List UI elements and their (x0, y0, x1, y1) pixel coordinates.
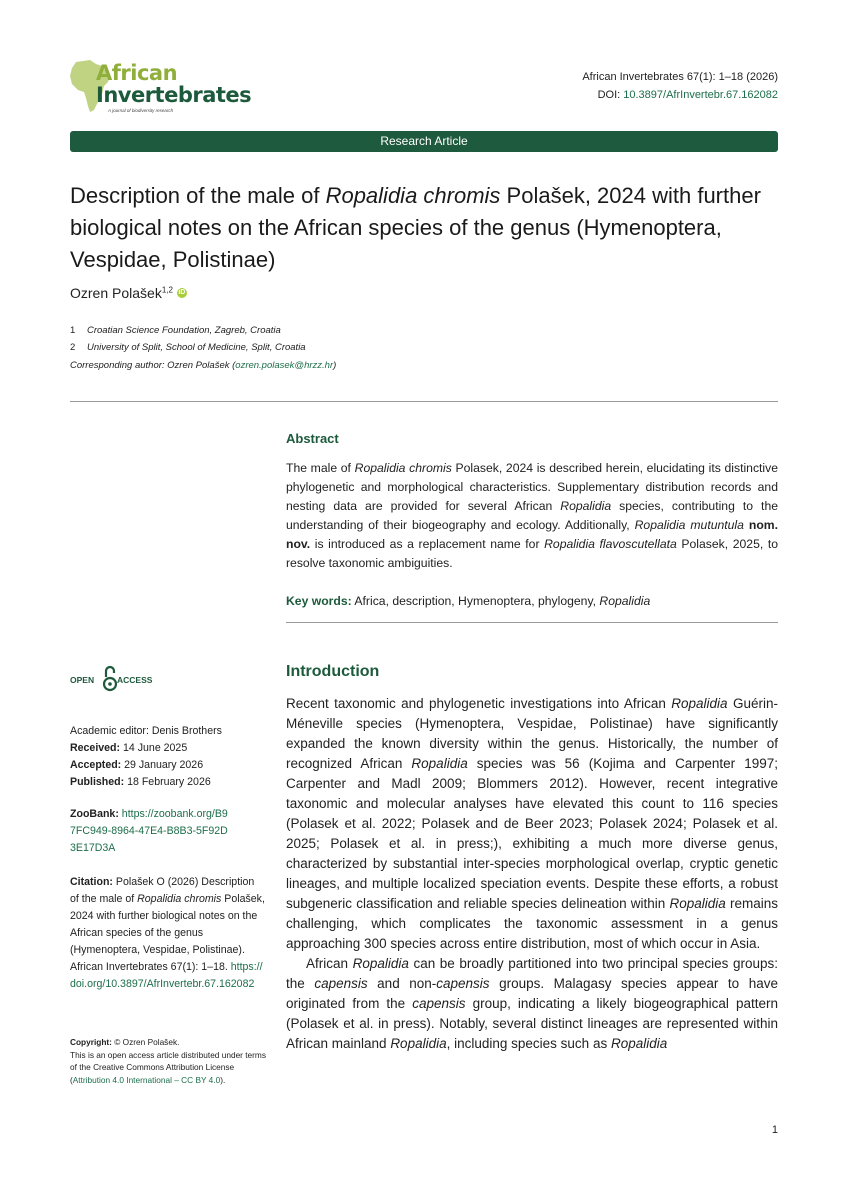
title-species: Ropalidia chromis (325, 183, 501, 208)
doi-link[interactable]: 10.3897/AfrInvertebr.67.162082 (623, 89, 778, 101)
header-divider (70, 401, 778, 402)
zoobank: ZooBank: https://zoobank.org/B97FC949-8964-47E4-B8B3-5F92D3E17D3A (70, 808, 228, 854)
received-date: Received: 14 June 2025 (70, 742, 188, 754)
intro-paragraph-1: Recent taxonomic and phylogenetic investigations into African Ropalidia Guérin-Méneville species (Hymenoptera, Vespidae, Polistinae) have significantly expanded the known diversity within the genus. Historically, the number of recognized African Ropalidia species was 56 (Kojima and Carpenter 1997; Carpenter and Madl 2009; Blommers 2012). However, recent integrative taxonomic and molecular analyses have elevated this count to 116 species (Polasek et al. 2022; Polasek and de Beer 2023; Polasek 2024; Polasek et al. 2025; Polasek et al. in press;), exhibiting a much more diverse genus, characterized by substantial inter-species morphological overlap, cryptic genetic lineages, and multiple localized speciation events. Despite these efforts, a robust subgeneric classification and reliable species delineation within Ropalidia remains challenging, which complicates the taxonomic assessment in a genus approaching 300 species across entire distribution, most of which occur in Asia. (286, 696, 778, 951)
introduction-body (286, 694, 778, 1054)
doi-line (598, 89, 778, 101)
journal-reference: African Invertebrates 67(1): 1–18 (2026) (582, 71, 778, 83)
citation-doi-link[interactable]: https://doi.org/10.3897/AfrInvertebr.67.162082 (70, 961, 263, 990)
abstract-heading: Abstract (286, 431, 339, 446)
intro-paragraph-2: African Ropalidia can be broadly partitioned into two principal species groups: the capensis and non-capensis groups. Malagasy species appear to have originated from the capensis group, indicating a likely biogeographical pattern (Polasek et al. in press). Notably, several distinct lineages are represented within African mainland Ropalidia, including species such as Ropalidia (286, 956, 778, 1051)
keywords: Key words: Africa, description, Hymenoptera, phylogeny, Ropalidia (286, 594, 651, 608)
copyright: Copyright: © Ozren Polašek. This is an open access article distributed under terms of the Creative Commons Attribution License (Attribution 4.0 International – CC BY 4.0). (70, 1037, 266, 1085)
affiliation-1: 1 Croatian Science Foundation, Zagreb, Croatia (70, 325, 281, 336)
affiliation-2: 2 University of Split, School of Medicine, Split, Croatia (70, 342, 306, 353)
editorial-dates (70, 723, 270, 791)
logo-tagline: A journal of biodiversity research (108, 108, 174, 113)
zoobank-link[interactable]: https://zoobank.org/B97FC949-8964-47E4-B8B3-5F92D3E17D3A (70, 808, 228, 854)
open-access-right: ACCESS (117, 675, 153, 685)
logo-line1: African (96, 61, 178, 85)
author-affil-sup: 1,2 (161, 285, 173, 295)
logo-line2: Invertebrates (96, 83, 252, 107)
citation: Citation: Polašek O (2026) Description of the male of Ropalidia chromis Polašek, 2024 with further biological notes on the African species of the genus (Hymenoptera, Vespidae, Polistinae). African Invertebrates 67(1): 1–18. https://doi.org/10.3897/AfrInvertebr.67.162082 (70, 876, 265, 990)
article-type-banner: Research Article (70, 131, 778, 152)
orcid-icon[interactable]: iD (178, 289, 186, 296)
article-title: Description of the male of Ropalidia chromis Polašek, 2024 with further biological notes on the African species of the genus (Hymenoptera, Vespidae, Polistinae) (70, 183, 761, 272)
accepted-date: Accepted: 29 January 2026 (70, 759, 204, 771)
open-access-left: OPEN (70, 675, 95, 685)
open-lock-icon (103, 664, 117, 694)
introduction-heading: Introduction (286, 663, 380, 680)
journal-logo (68, 58, 252, 118)
author-name: Ozren Polašek (70, 285, 162, 301)
abstract-body: The male of Ropalidia chromis Polasek, 2024 is described herein, elucidating its distinctive phylogenetic and morphological characteristics. Supplementary distribution records and nesting data are provided for several African Ropalidia species, contributing to the understanding of their biogeography and ecology. Additionally, Ropalidia mutuntula nom. nov. is introduced as a replacement name for Ropalidia flavoscutellata Polasek, 2025, to resolve taxonomic ambiguities. (286, 461, 779, 570)
license-link[interactable]: Attribution 4.0 International – CC BY 4.0 (72, 1074, 221, 1085)
published-date: Published: 18 February 2026 (70, 776, 211, 788)
abstract-divider (286, 622, 778, 623)
corresponding-author: Corresponding author: Ozren Polašek (ozren.polasek@hrzz.hr) (70, 360, 337, 371)
author-line (70, 285, 187, 301)
keywords-label: Key words: (286, 594, 352, 608)
page-number: 1 (771, 1124, 778, 1136)
open-access-badge (70, 664, 190, 694)
academic-editor: Academic editor: Denis Brothers (70, 725, 222, 737)
corresponding-email-link[interactable]: ozren.polasek@hrzz.hr (235, 360, 334, 371)
doi-label: DOI: (597, 89, 621, 101)
